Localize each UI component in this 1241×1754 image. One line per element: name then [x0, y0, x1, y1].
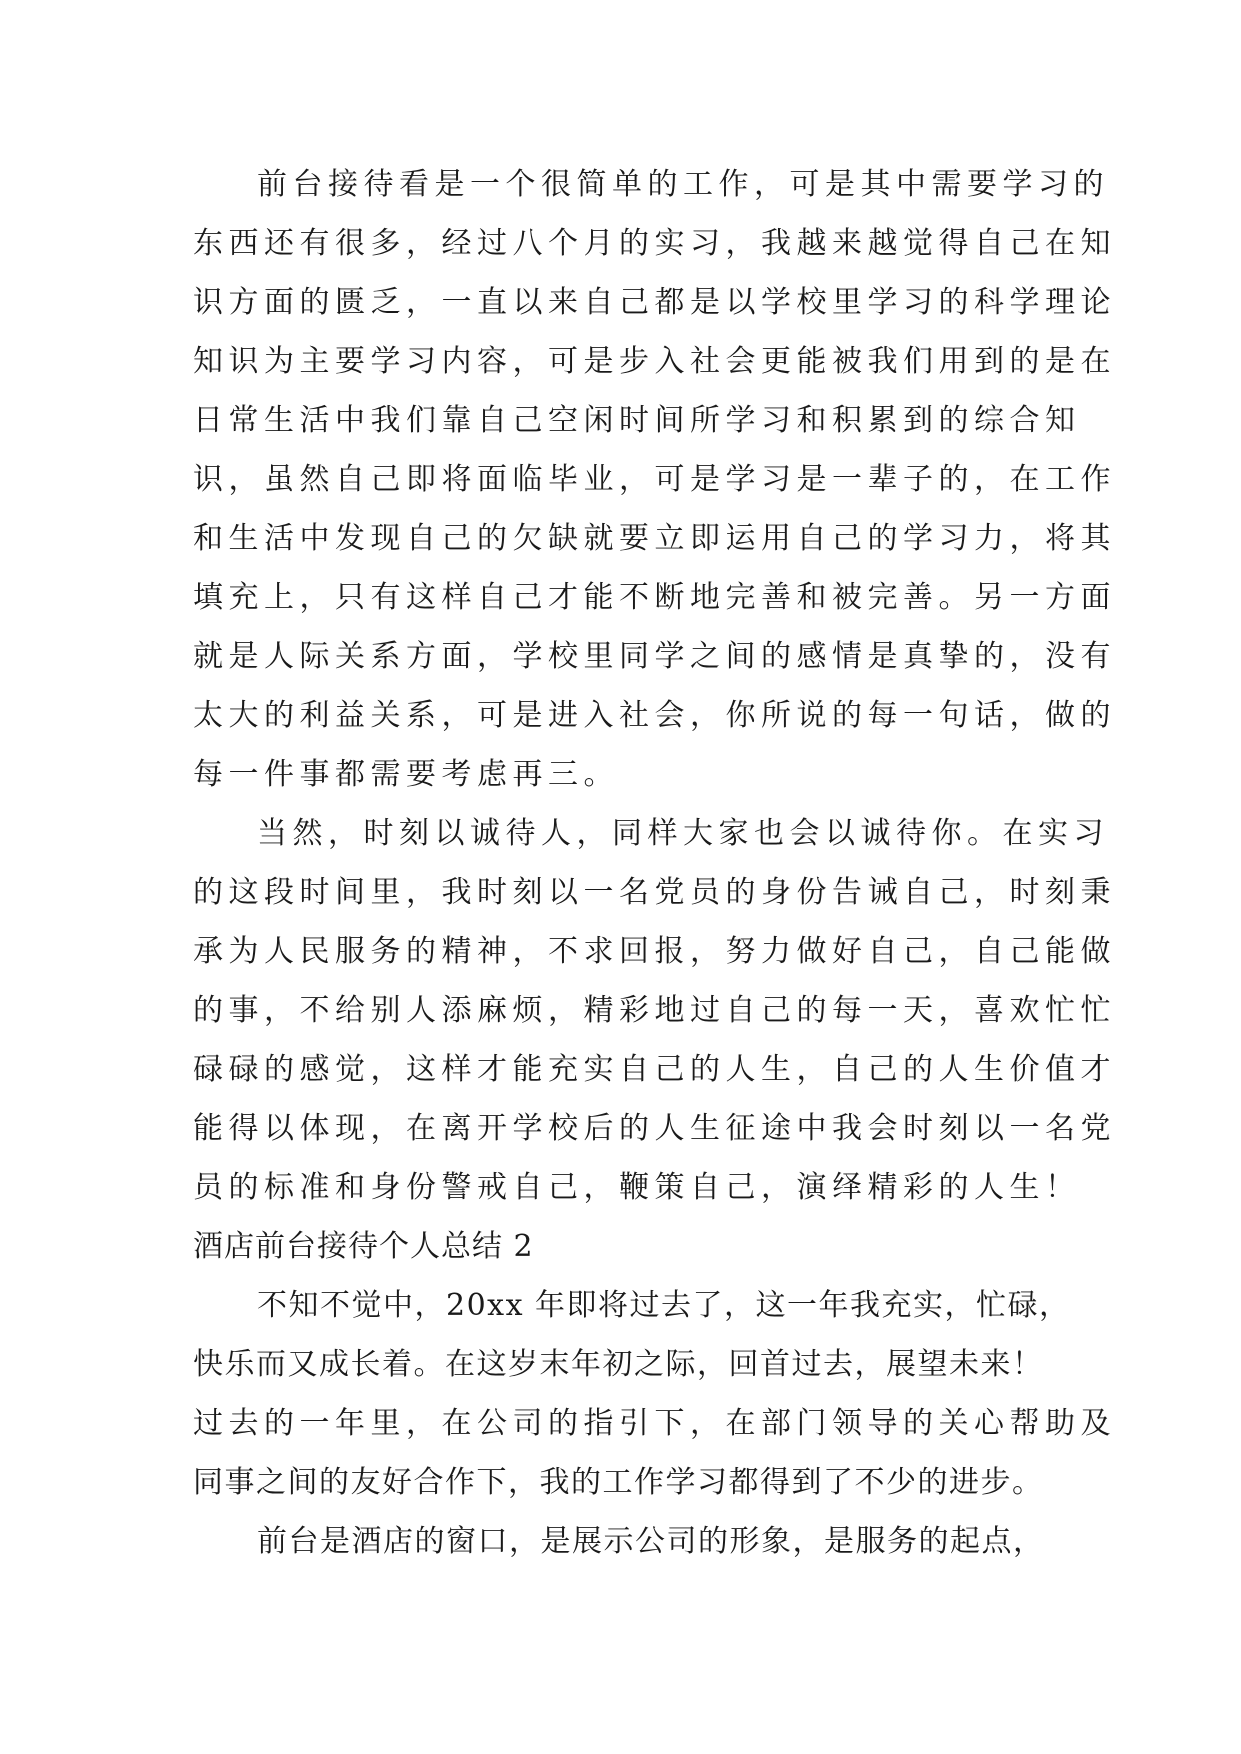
- text-line: 碌碌的感觉，这样才能充实自己的人生，自己的人生价值才: [193, 1052, 1116, 1087]
- text-line: 承为人民服务的精神，不求回报，努力做好自己，自己能做: [193, 934, 1116, 969]
- text-line: 同事之间的友好合作下，我的工作学习都得到了不少的进步。: [193, 1465, 1044, 1500]
- document-body: [193, 155, 1116, 1571]
- text-line: 快乐而又成长着。在这岁末年初之际，回首过去，展望未来！: [193, 1347, 1044, 1382]
- text-line: 知识为主要学习内容，可是步入社会更能被我们用到的是在: [193, 344, 1116, 379]
- text-line: 员的标准和身份警戒自己，鞭策自己，演绎精彩的人生！: [193, 1170, 1081, 1205]
- text-line: 前台是酒店的窗口，是展示公司的形象，是服务的起点，: [257, 1524, 1045, 1559]
- text-line: 日常生活中我们靠自己空闲时间所学习和积累到的综合知: [193, 403, 1081, 438]
- text-line: 不知不觉中，20xx 年即将过去了，这一年我充实，忙碌，: [257, 1288, 1071, 1323]
- text-line: 填充上，只有这样自己才能不断地完善和被完善。另一方面: [193, 580, 1116, 615]
- text-line: 的事，不给别人添麻烦，精彩地过自己的每一天，喜欢忙忙: [193, 993, 1116, 1028]
- text-line: 东西还有很多，经过八个月的实习，我越来越觉得自己在知: [193, 226, 1116, 261]
- text-line: 的这段时间里，我时刻以一名党员的身份告诫自己，时刻秉: [193, 875, 1116, 910]
- text-line: 太大的利益关系，可是进入社会，你所说的每一句话，做的: [193, 698, 1116, 733]
- text-line: 就是人际关系方面，学校里同学之间的感情是真挚的，没有: [193, 639, 1116, 674]
- text-line: 当然，时刻以诚待人，同样大家也会以诚待你。在实习: [257, 816, 1109, 851]
- text-line: 和生活中发现自己的欠缺就要立即运用自己的学习力，将其: [193, 521, 1116, 556]
- text-line: 能得以体现，在离开学校后的人生征途中我会时刻以一名党: [193, 1111, 1116, 1146]
- text-line: 识方面的匮乏，一直以来自己都是以学校里学习的科学理论: [193, 285, 1116, 320]
- text-line: 前台接待看是一个很简单的工作，可是其中需要学习的: [257, 167, 1109, 202]
- text-line: 识，虽然自己即将面临毕业，可是学习是一辈子的，在工作: [193, 462, 1116, 497]
- text-line: 过去的一年里，在公司的指引下，在部门领导的关心帮助及: [193, 1406, 1116, 1441]
- text-line: 每一件事都需要考虑再三。: [193, 757, 619, 792]
- section-heading: 酒店前台接待个人总结 2: [193, 1229, 534, 1264]
